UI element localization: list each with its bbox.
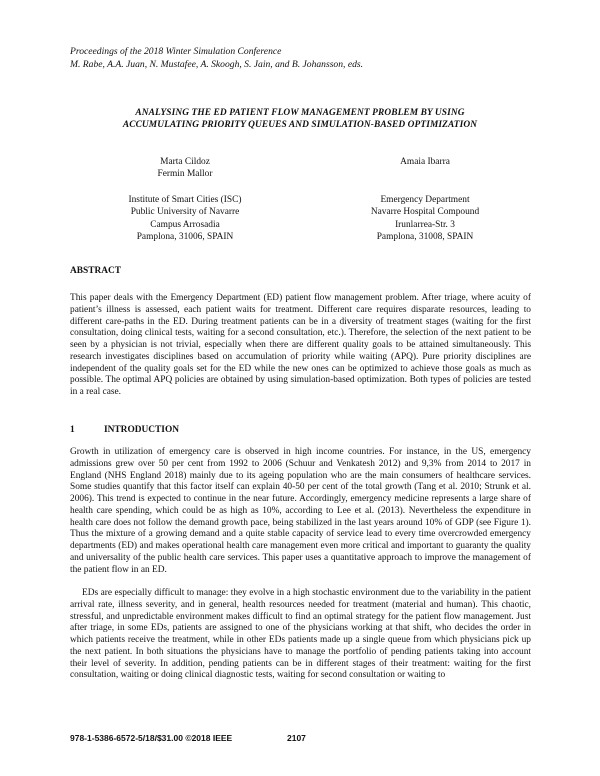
- affiliation-left: [100, 194, 270, 243]
- affiliation-line: Pamplona, 31006, SPAIN: [136, 231, 234, 242]
- footer-page-number: 2107: [287, 733, 306, 743]
- paper-title: [70, 107, 530, 131]
- abstract-text: This paper deals with the Emergency Department (ED) patient flow management problem. After triage, where acuity of patient’s illness is assessed, each patient waits for treatment. Different care requires disparate resources, leading to different care-paths in the ED. During treatment patients can be in a diversity of treatment stages (waiting for the first consultation, doing clinical tests, waiting for a second consultation, etc.). Therefore, the selection of the next patient to be seen by a physician is not trivial, especially when there are different quality goals to be attained simultaneously. This research investigates disciplines based on accumulation of priority while waiting (APQ). Pure priority disciplines are independent of the quality goals set for the ED while the new ones can be optimized to achieve those goals as much as possible. The optimal APQ policies are obtained by using simulation-based optimization. Both types of policies are tested in a real case.: [70, 293, 531, 397]
- section-heading: [70, 425, 179, 435]
- paper-title-line1: ANALYSING THE ED PATIENT FLOW MANAGEMENT PROBLEM BY USING: [135, 108, 465, 118]
- affiliation-line: Public University of Navarre: [130, 207, 240, 218]
- intro-paragraph-2: EDs are especially difficult to manage: they evolve in a high stochastic environment due to the variability in the patient arrival rate, illness severity, and in general, health resources needed for treatment (material and human). This chaotic, stressful, and unpredictable environment makes difficult to find an optimal strategy for the patient flow management. Just after triage, in some EDs, patients are assigned to one of the physicians working at that shift, who decides the order in which patients receive the treatment, while in other EDs patients made up a single queue from which physicians pick up the next patient. In both situations the physicians have to manage the portfolio of pending patients taking into account their level of severity. In addition, pending patients can be in different stages of their treatment: waiting for the first consultation, waiting or doing clinical diagnostic tests, waiting for second consultation or waiting to: [70, 588, 531, 681]
- proceedings-header: [70, 46, 540, 71]
- authors-left: [100, 156, 270, 181]
- proceedings-title: Proceedings of the 2018 Winter Simulation Conference: [70, 46, 282, 57]
- affiliation-line: Irunlarrea-Str. 3: [395, 219, 455, 230]
- authors-right: [340, 156, 510, 168]
- affiliation-line: Campus Arrosadia: [150, 219, 220, 230]
- intro-paragraph-1: Growth in utilization of emergency care is observed in high income countries. For instance, in the US, emergency admissions grew over 50 per cent from 1992 to 2006 (Schuur and Venkatesh 2012) and 9,3% from 2014 to 2017 in England (NHS England 2018) mainly due to its ageing population who are the main consumers of healthcare services. Some studies quantify that this factor itself can explain 40-50 per cent of the total growth (Tang et al. 2010; Strunk et al. 2006). This trend is expected to continue in the near future. Accordingly, emergency medicine represents a large share of health care spending, which could be as high as 10%, according to Lee et al. (2013). Nevertheless the expenditure in health care does not follow the demand growth pace, being stabilized in the last years around 10% of GDP (see Figure 1). Thus the mixture of a growing demand and a quite stable capacity of service lead to every time overcrowded emergency departments (ED) and makes operational health care management even more critical and important to guaranty the quality and universality of the public health care services. This paper uses a quantitative approach to improve the management of the patient flow in an ED.: [70, 447, 531, 575]
- author-name: Fermin Mallor: [157, 169, 213, 180]
- paper-title-line2: ACCUMULATING PRIORITY QUEUES AND SIMULATION-BASED OPTIMIZATION: [122, 120, 478, 130]
- footer-isbn: 978-1-5386-6572-5/18/$31.00 ©2018 IEEE: [70, 733, 233, 743]
- affiliation-line: Pamplona, 31008, SPAIN: [376, 231, 474, 242]
- affiliation-line: Navarre Hospital Compound: [370, 207, 480, 218]
- affiliation-line: Institute of Smart Cities (ISC): [128, 195, 242, 205]
- author-name: Marta Cildoz: [160, 157, 210, 167]
- section-number: 1: [70, 425, 75, 435]
- abstract-heading: ABSTRACT: [70, 266, 122, 276]
- author-name: Amaia Ibarra: [400, 157, 450, 167]
- section-title: INTRODUCTION: [104, 425, 180, 435]
- affiliation-right: [340, 194, 510, 243]
- proceedings-editors: M. Rabe, A.A. Juan, N. Mustafee, A. Skoogh, S. Jain, and B. Johansson, eds.: [70, 58, 364, 70]
- affiliation-line: Emergency Department: [380, 195, 470, 205]
